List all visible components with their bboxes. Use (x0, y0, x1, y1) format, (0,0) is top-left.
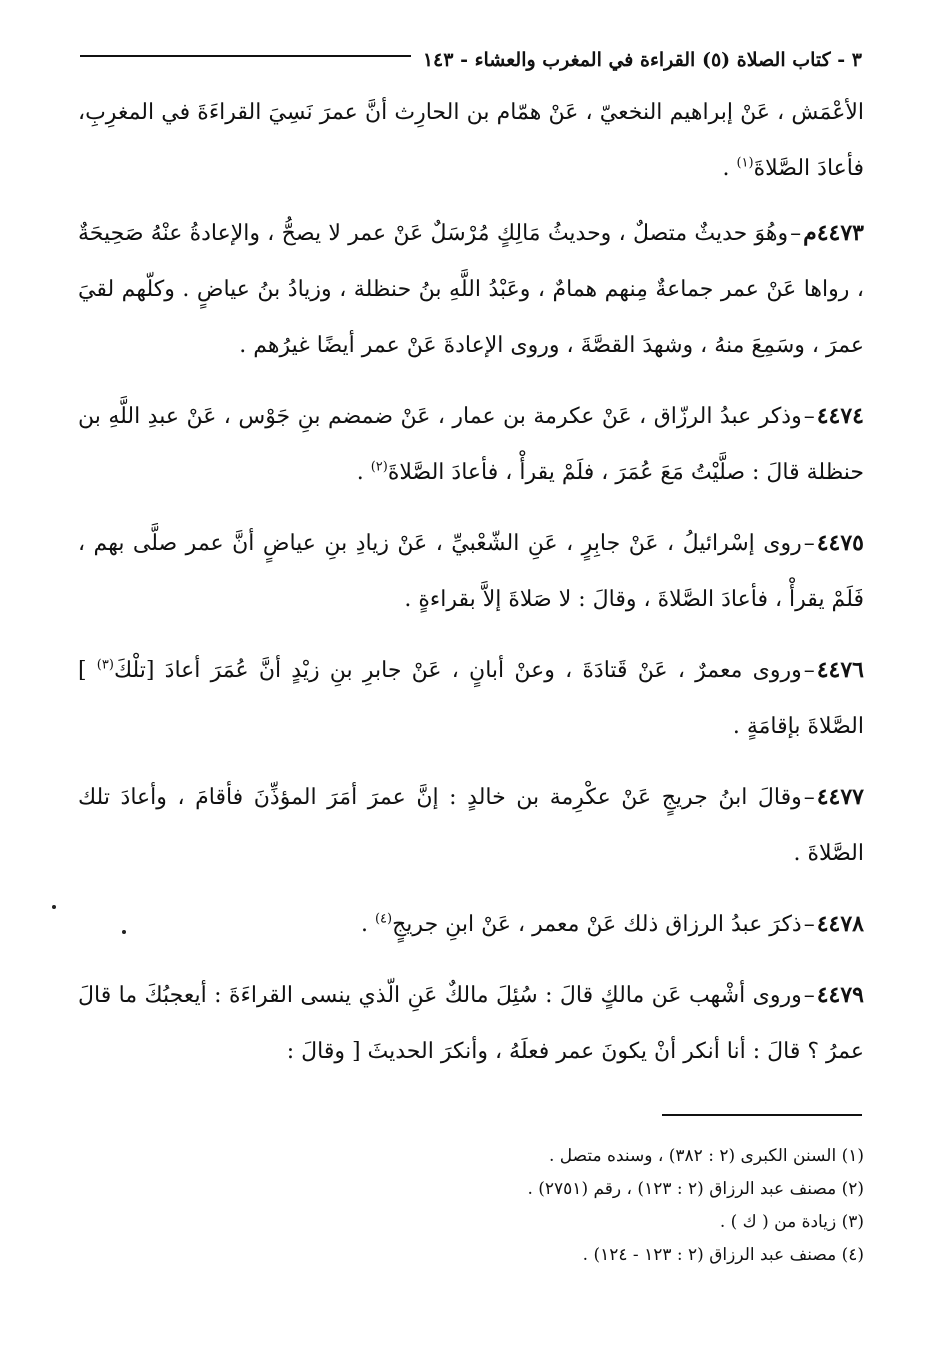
paragraph-number: ٤٤٧٨ (816, 911, 864, 937)
paragraph (78, 642, 864, 755)
number-dash: – (790, 221, 802, 246)
footnote-ref[interactable]: (٣) (96, 657, 114, 673)
paragraph (78, 85, 864, 197)
paragraph-text: وروى معمرٌ ، عَنْ قَتادَةَ ، وعنْ أبانٍ ، عَنْ جابرِ بنِ زيْدٍ أنَّ عُمَرَ أعادَ [تلْكَ (113, 658, 802, 683)
paragraph-number: ٤٤٧٤ (816, 403, 864, 429)
number-dash: – (803, 404, 815, 429)
paragraph-tail: ] الصَّلاةَ بإقامَةٍ . (78, 658, 864, 739)
footnote-ref[interactable]: (١) (736, 155, 754, 171)
footnote-separator (662, 1114, 862, 1116)
footnote: (١) السنن الكبرى (٢ : ٣٨٢) ، وسنده متصل . (548, 1146, 864, 1166)
paragraph-tail: . (722, 156, 737, 181)
footnote: (٣) زيادة من ( ك ) . (719, 1212, 864, 1232)
paragraph-text: وهُوَ حديثٌ متصلٌ ، وحديثُ مَالِكٍ مُرْسَلٌ عَنْ عمر لا يصحُّ ، والإعادةُ عنْهُ صَحِيحَةٌ ، رواها عَنْ عمر جماعةٌ مِنهم همامٌ ، وعَبْدُ اللَّهِ بنُ حنظلة ، وزيادُ بنُ عياضٍ . وكلّهم لقيَ عمرَ ، وسَمِعَ منهُ ، وشهدَ القصَّةَ ، وروى الإعادةَ عَنْ عمر أيضًا غيرُهم . (78, 221, 864, 358)
paragraph (78, 769, 864, 882)
paragraph-number: ٤٤٧٦ (816, 657, 864, 683)
paragraph-text: وذكر عبدُ الرزّاق ، عَنْ عكرمة بن عمار ، عَنْ ضمضم بنِ جَوْس ، عَنْ عبدِ اللَّهِ بن حنظلة قالَ : صلَّيْتُ مَعَ عُمَرَ ، فلَمْ يقرأْ ، فأعادَ الصَّلاةَ (78, 404, 864, 485)
paragraph-number: ٤٤٧٩ (816, 982, 864, 1008)
paragraph-number: ٤٤٧٣م (803, 220, 864, 246)
paragraph-text: ذكرَ عبدُ الرزاق ذلك عَنْ معمر ، عَنْ ابنِ جريجٍ (392, 912, 802, 937)
number-dash: – (803, 658, 815, 683)
paragraph-text: الأعْمَش ، عَنْ إبراهيم النخعيّ ، عَنْ همّام بن الحارِث أنَّ عمرَ نَسِيَ القراءَةَ في المغرِبِ، فأعادَ الصَّلاةَ (78, 100, 864, 181)
footnote: (٢) مصنف عبد الرزاق (٢ : ١٢٣) ، رقم (٢٧٥١) . (527, 1179, 864, 1199)
paragraph (78, 896, 864, 953)
number-dash: – (803, 983, 815, 1008)
footnotes (100, 1140, 864, 1272)
running-header (80, 40, 862, 80)
main-text (78, 85, 864, 1094)
footnote: (٤) مصنف عبد الرزاق (٢ : ١٢٣ - ١٢٤) . (582, 1245, 864, 1265)
paragraph (78, 967, 864, 1080)
number-dash: – (803, 912, 815, 937)
paragraph-tail: . (360, 912, 375, 937)
paragraph-text: روى إسْرائيلُ ، عَنْ جابِرٍ ، عَنِ الشّعْبيِّ ، عَنْ زيادِ بنِ عياضٍ أنَّ عمر صلَّى بهم ، فَلَمْ يقرأْ ، فأعادَ الصَّلاةَ ، وقالَ : لا صَلاةَ إلاَّ بقراءةٍ . (78, 531, 864, 612)
paragraph (78, 205, 864, 374)
scan-speck (52, 905, 56, 909)
paragraph-text: وقالَ ابنُ جريجٍ عَنْ عكْرِمة بن خالدٍ : إنَّ عمرَ أمَرَ المؤذِّنَ فأقامَ ، وأعادَ تلك الصَّلاةَ . (78, 785, 864, 866)
footnote-ref[interactable]: (٢) (370, 459, 388, 475)
paragraph (78, 515, 864, 628)
paragraph-tail: . (356, 460, 371, 485)
paragraph-number: ٤٤٧٧ (816, 784, 864, 810)
header-rule (80, 55, 411, 57)
number-dash: – (803, 531, 815, 556)
paragraph-text: وروى أشْهب عَن مالكٍ قالَ : سُئِلَ مالكٌ عَنِ الّذي ينسى القراءَةَ : أيعجبُكَ ما قالَ عمرُ ؟ قالَ : أنا أنكر أنْ يكونَ عمر فعلَهُ ، وأنكرَ الحديثَ [ وقالَ : (78, 983, 864, 1064)
footnote-ref[interactable]: (٤) (374, 911, 393, 927)
scan-speck (122, 930, 126, 934)
number-dash: – (803, 785, 815, 810)
paragraph (78, 388, 864, 501)
paragraph-number: ٤٤٧٥ (816, 530, 864, 556)
header-title: ٣ - كتاب الصلاة (٥) القراءة في المغرب والعشاء - ١٤٣ (422, 49, 862, 71)
